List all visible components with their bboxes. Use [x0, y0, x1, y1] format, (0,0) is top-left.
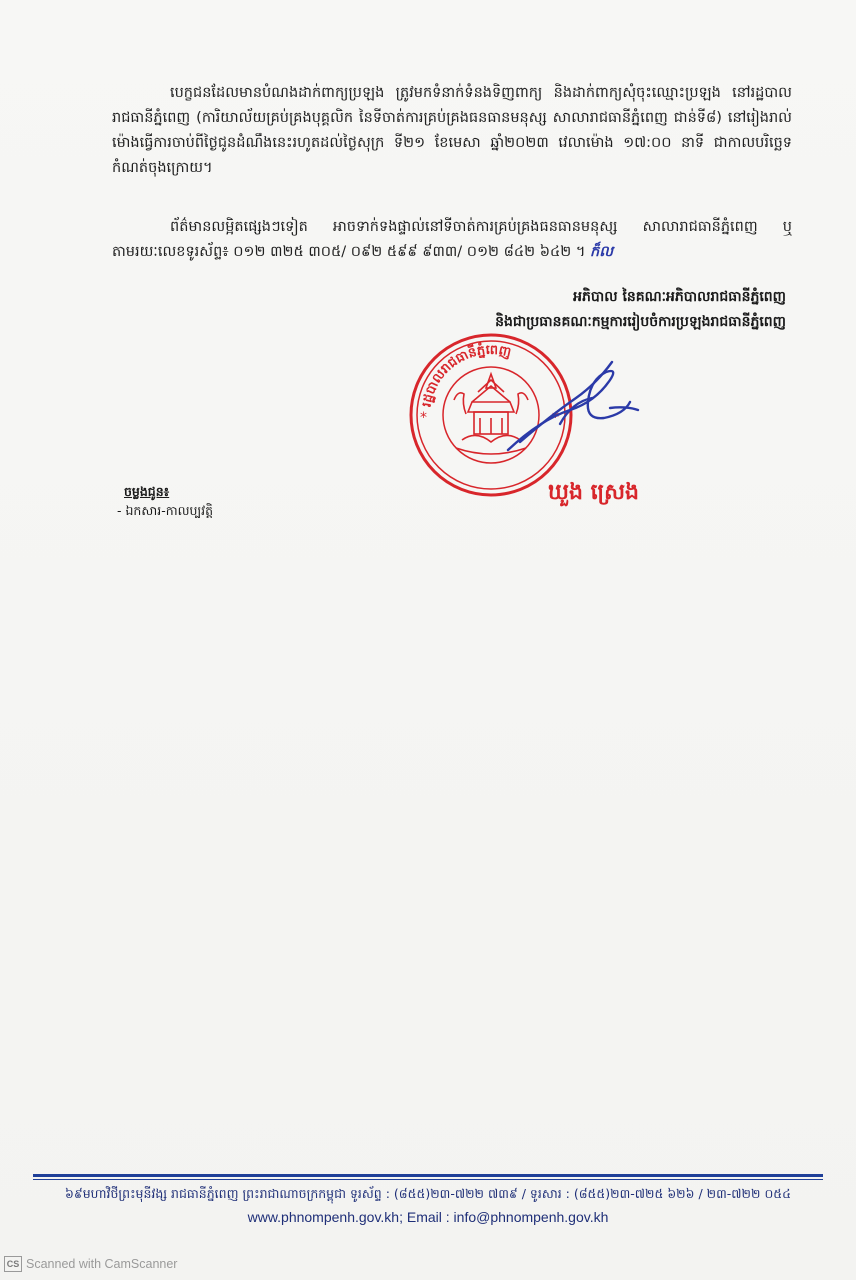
- scanner-watermark: [4, 1256, 177, 1272]
- footer-address: ៦៩មហាវិថីព្រះមុនីវង្ស រាជធានីភ្នំពេញ ព្រះរាជាណាចក្រកម្ពុជា ទូរស័ព្ទ : (៨៥៥)២៣-៧២២ ៧៣៩ / ទូរសារ : (៨៥៥)២៣-៧២៥ ៦២៦ / ២៣-៧២២ ០៥៤: [65, 1186, 791, 1201]
- svg-text:*: *: [420, 410, 427, 426]
- svg-text:*: *: [552, 410, 559, 426]
- handwritten-note: ក៏ល: [590, 243, 614, 260]
- seal-text: រដ្ឋបាលរាជធានីភ្នំពេញ: [419, 342, 513, 409]
- cc-item: - ឯកសារ-កាលប្បវត្តិ: [117, 503, 214, 518]
- footer-divider-thin: [33, 1179, 823, 1180]
- cc-label: ចម្លងជូន៖: [124, 484, 170, 499]
- camscanner-logo-icon: CS: [4, 1256, 22, 1272]
- signatory-title-line-1: អភិបាល នៃគណៈអភិបាលរាជធានីភ្នំពេញ: [573, 289, 786, 305]
- signer-name: ឃួង ស្រេង: [548, 480, 640, 505]
- signatory-title-line-2: និងជាប្រធានគណៈកម្មការរៀបចំការប្រឡងរាជធានីភ្នំពេញ: [495, 314, 786, 330]
- footer-divider: [33, 1174, 823, 1177]
- paragraph-2-text: ព័ត៌មានលម្អិតផ្សេងៗទៀត អាចទាក់ទងផ្ទាល់នៅទីចាត់ការគ្រប់គ្រងធនធានមនុស្ស សាលារាជធានីភ្នំពេញ ឬតាមរយៈលេខទូរស័ព្ទ៖ ០១២ ៣២៥ ៣០៥/ ០៩២ ៥៩៩ ៩៣៣/ ០១២ ៨៤២ ៦៤២ ។: [112, 218, 792, 260]
- footer-web-email: www.phnompenh.gov.kh; Email : info@phnompenh.gov.kh: [247, 1209, 609, 1225]
- handwritten-signature: [500, 350, 650, 460]
- body-paragraph-1: បេក្ខជនដែលមានបំណងដាក់ពាក្យប្រឡង ត្រូវមកទំនាក់ទំនងទិញពាក្យ និងដាក់ពាក្យសុំចុះឈ្មោះប្រឡង នៅរដ្ឋបាលរាជធានីភ្នំពេញ (ការិយាល័យគ្រប់គ្រងបុគ្គលិក នៃទីចាត់ការគ្រប់គ្រងធនធានមនុស្ស សាលារាជធានីភ្នំពេញ ជាន់ទី៨) នៅរៀងរាល់ម៉ោងធ្វើការចាប់ពីថ្ងៃជូនដំណឹងនេះរហូតដល់ថ្ងៃសុក្រ ទី២១ ខែមេសា ឆ្នាំ២០២៣ វេលាម៉ោង ១៧:០០ នាទី ជាកាលបរិច្ឆេទកំណត់ចុងក្រោយ។: [112, 84, 792, 176]
- body-paragraph-2: [112, 215, 792, 265]
- watermark-text: Scanned with CamScanner: [26, 1257, 178, 1271]
